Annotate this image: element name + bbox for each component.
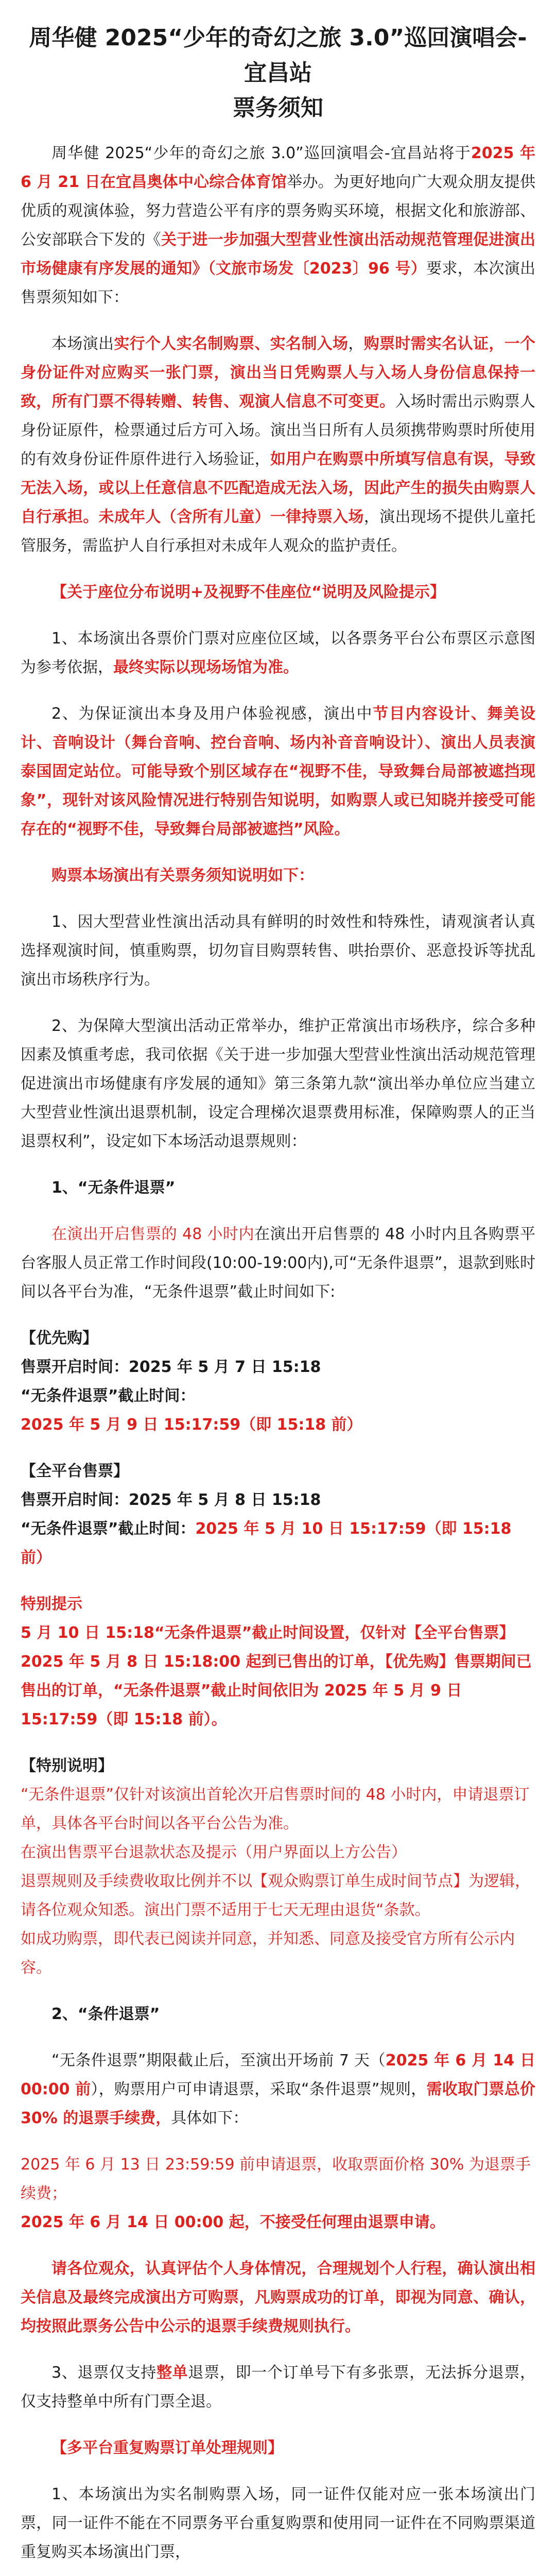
deadline-label: “无条件退票”截止时间： [21,1387,196,1405]
vip-presale-block [21,1324,535,1439]
refund-text: “无条件退票”期限截止后，至演出开场前 7 天（ [51,2052,386,2070]
special-explanation-a: “无条件退票”仅针对该演出首轮次开启售票时间的 48 小时内，申请退票订单，具体各平台时间以各平台公告为准。 [21,1786,530,1833]
special-explanation-c: 退票规则及手续费收取比例并不以【观众购票订单生成时间节点】为逻辑，请各位观众知悉。演出门票不适用于七天无理由退货“条款。 [21,1872,530,1919]
no-refund-line: 2025 年 6 月 14 日 00:00 起，不接受任何理由退票申请。 [21,2213,445,2231]
special-explanation-label: 【特别说明】 [21,1757,113,1775]
stage-design-note: 节目内容设计、舞美设计、音响设计（舞台音响、控台音响、场内补音音响设计）、演出人员表演泰国固定站位 [21,705,536,781]
seat-section-heading: 【关于座位分布说明+及视野不佳座位“说明及风险提示】 [51,583,445,601]
intro-text: ， [348,335,364,353]
refund-fee-note: 需收取门票总价 30% 的退票手续费， [21,2080,535,2127]
seat-paragraph-1 [21,624,535,682]
refund-text: 在演出开启售票的 48 小时内且各购票平台客服人员正常工作时间段(10:00-19:00内),可“无条件退票”，退款到账时间以各平台为准，“无条件退票”截止时间如下: [21,1225,535,1301]
intro-text: 本场演出 [51,335,114,353]
id-binding-rule: 购票时需实名认证，一个身份证件对应购买一张门票，演出当日凭购票人与入场人身份信息保持一致，所有门票不得转赠、转售、观演人信息不可变更。 [21,335,536,411]
conditional-refund-heading: 2、“条件退票” [51,2005,160,2023]
whole-order-refund-paragraph [21,2359,535,2416]
whole-order-keyword: 整单 [156,2364,188,2382]
unconditional-refund-desc [21,1220,535,1307]
refund-text: 3、退票仅支持 [51,2364,157,2382]
special-explanation-b: 在演出售票平台退款状态及提示（用户界面以上方公告） [21,1843,407,1861]
deadline-label: “无条件退票”截止时间： [21,1520,196,1538]
all-refund-deadline [21,1515,535,1572]
intro-text: 入场时需出示购票人身份证原件，检票通过后方可入场。 [21,393,535,439]
refund-text: ），购票用户可申请退票，采取“条件退票”规则， [91,2080,427,2098]
multi-platform-heading: 【多平台重复购票订单处理规则】 [51,2439,283,2457]
intro-paragraph-1 [21,139,535,312]
seat-text: 1、本场演出各票价门票对应座位区域，以各票务平台公布票区示意图为参考依据， [21,630,535,676]
multi-platform-paragraph-1: 1、本场演出为实名制购票入场，同一证件仅能对应一张本场演出门票，同一证件不能在不同票务平台重复购票和使用同一证件在不同购票渠道重复购买本场演出门票， [21,2485,535,2561]
vip-refund-deadline [21,1382,535,1439]
refund-text: 具体如下： [171,2109,249,2127]
refund-text: 退票，即一个订单号下有多张票，无法拆分退票，仅支持整单中所有门票全退。 [21,2364,536,2411]
special-explanation-block [21,1752,535,1982]
refund-cutoff-date: 2025 年 6 月 14 日 00:00 前 [21,2052,536,2098]
intro-text: 举办。为更好地向广大观众朋友提供优质的观演体验，努力营造公平有序的票务购买环境，根据文化和旅游部、公安部联合下发的《 [21,173,535,249]
all-platform-block [21,1457,535,1572]
refund-fee-line: 2025 年 6 月 13 日 23:59:59 前申请退票，收取票面价格 30% 为退票手续费； [21,2156,531,2202]
seat-final-note: 最终实际以现场场馆为准。 [113,658,299,676]
vip-presale-label: 【优先购】 [21,1329,98,1347]
intro-text: 周华健 2025“少年的奇幻之旅 3.0”巡回演唱会-宜昌站将于 [51,144,471,162]
seat-paragraph-2 [21,700,535,844]
special-notice-text: 5 月 10 日 15:18“无条件退票”截止时间设置，仅针对【全平台售票】2025 年 5 月 8 日 15:18:00 起到已售出的订单，【优先购】售票期间已售出的订单，“无条件退票”截止时间依旧为 2025 年 5 月 9 日 15:17:59（即 15:18 前）。 [21,1624,532,1728]
page-title: 周华健 2025“少年的奇幻之旅 3.0”巡回演唱会-宜昌站 [29,25,527,86]
intro-text: 要求，本次演出售票须知如下： [21,260,535,307]
deadline-value: 2025 年 5 月 10 日 15:17:59（即 15:18 前） [21,1520,512,1567]
info-error-warning: 如用户在购票中所填写信息有误，导致无法入场，或以上任意信息不匹配造成无法入场，因此产生的损失由购票人自行承担。未成年人（含所有儿童）一律持票入场 [21,450,535,526]
intro-text: ，演出现场不提供儿童托管服务，需监护人自行承担对未成年人观众的监护责任。 [21,508,535,555]
intro-text: 演出当日所有人员须携带购票时所使用的有效身份证件原件进行入场验证， [21,421,535,468]
view-obstruction-warning: 。可能导致个别区域存在“视野不佳，导致舞台局部被遮挡现象”，现针对该风险情况进行特别告知说明，如购票人或已知晓并接受可能存在的“视野不佳，导致舞台局部被遮挡”风险。 [21,762,536,838]
order-paragraph-2: 2、为保障大型演出活动正常举办，维护正常演出市场秩序，综合多种因素及慎重考虑，我司依据《关于进一步加强大型营业性演出活动规范管理促进演出市场健康有序发展的通知》第三条第九款“演出举办单位应当建立大型营业性演出退票机制，设定合理梯次退票费用标准，保障购票人的正当退票权利”，设定如下本场活动退票规则： [21,1017,535,1150]
policy-notice-name: 关于进一步加强大型营业性演出活动规范管理促进演出市场健康有序发展的通知》（文旅市场发〔2023〕96 号） [21,231,535,278]
order-paragraph-1: 1、因大型营业性演出活动具有鲜明的时效性和特殊性，请观演者认真选择观演时间，慎重购票，切勿盲目购票转售、哄抬票价、恶意投诉等扰乱演出市场秩序行为。 [21,913,535,989]
refund-window: 在演出开启售票的 48 小时内 [51,1225,254,1243]
seat-text: 2、为保证演出本身及用户体验视感，演出中 [51,705,373,723]
unconditional-refund-heading: 1、“无条件退票” [51,1179,176,1197]
special-explanation-d: 如成功购票，即代表已阅读并同意，并知悉、同意及接受官方所有公示内容。 [21,1930,515,1977]
all-sale-time: 售票开启时间：2025 年 5 月 8 日 15:18 [21,1491,321,1509]
page-subtitle: 票务须知 [233,95,323,121]
intro-paragraph-2 [21,330,535,561]
order-section-heading: 购票本场演出有关票务须知说明如下： [51,867,314,885]
real-name-rule: 实行个人实名制购票、实名制入场 [114,335,349,353]
special-notice-block [21,1590,535,1734]
special-notice-label: 特别提示 [21,1595,82,1613]
vip-sale-time: 售票开启时间：2025 年 5 月 7 日 15:18 [21,1358,321,1376]
event-date-venue: 2025 年 6 月 21 日在宜昌奥体中心综合体育馆 [21,144,535,191]
deadline-value: 2025 年 5 月 9 日 15:17:59（即 15:18 前） [21,1416,362,1434]
refund-warning-paragraph: 请各位观众，认真评估个人身体情况，合理规划个人行程，确认演出相关信息及最终完成演出方可购票，凡购票成功的订单，即视为同意、确认，均按照此票务公告中公示的退票手续费规则执行。 [21,2260,535,2335]
conditional-refund-lines [21,2150,535,2237]
conditional-refund-desc [21,2046,535,2133]
all-platform-label: 【全平台售票】 [21,1462,129,1480]
